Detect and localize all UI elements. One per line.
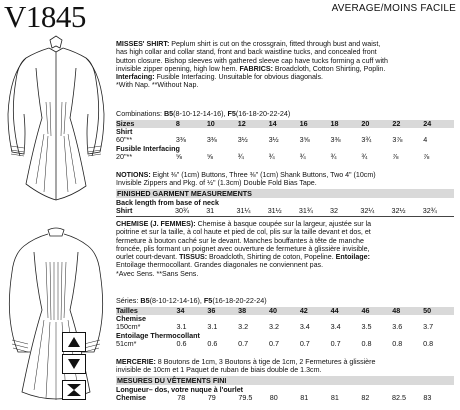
yardage-cell: ¾: [361, 151, 368, 161]
measure-cell: 31: [206, 206, 215, 215]
fr-measure-label: Chemise: [116, 393, 146, 402]
measure-cell: 31¾: [298, 206, 313, 215]
en-interfacing-label: Interfacing:: [116, 73, 155, 82]
yardage-cell: 0.7: [299, 338, 310, 348]
yardage-cell: 3⅞: [392, 135, 403, 145]
size-cell: 20: [361, 120, 392, 128]
en-fusible-width: 20"**: [116, 151, 133, 161]
size-cell: 22: [392, 120, 423, 128]
yardage-cell: 3.2: [268, 322, 279, 332]
measure-cell: 78: [177, 393, 186, 402]
measure-cell: 32: [330, 206, 339, 215]
fr-combo-f5: F5: [203, 296, 213, 305]
measure-cell: 79: [207, 393, 216, 402]
measure-cell: 30¾: [175, 206, 190, 215]
fr-tissus-label: TISSUS:: [179, 253, 208, 262]
en-combo-b5: B5: [163, 109, 174, 118]
yardage-cell: 3½: [268, 135, 279, 145]
fr-notions-line: invisible de 10cm et 1 Paquet de ruban de biais double de 1.3cm.: [116, 366, 322, 375]
size-cell: 50: [423, 307, 454, 315]
size-cell: 10: [207, 120, 238, 128]
en-nap-note: *With Nap. **Without Nap.: [116, 81, 199, 90]
yardage-cell: ¾: [268, 151, 275, 161]
yardage-cell: 3.5: [361, 322, 372, 332]
fr-measure-row: [116, 394, 454, 402]
yardage-cell: 3.2: [238, 322, 249, 332]
en-sizes-label: Sizes: [116, 120, 176, 128]
yardage-cell: 0.6: [207, 338, 218, 348]
fr-shirt-width: 150cm*: [116, 322, 141, 332]
size-cell: 42: [300, 307, 331, 315]
yardage-cell: 3½: [237, 135, 248, 145]
en-measure-label: Shirt: [116, 206, 133, 215]
size-cell: 44: [331, 307, 362, 315]
size-cell: 14: [269, 120, 300, 128]
fr-fusible-width: 51cm*: [116, 338, 137, 348]
fr-combo-f5-sizes: (16-18-20-22-24): [212, 296, 267, 305]
yardage-cell: ¾: [299, 151, 306, 161]
fr-sizes-label: Tailles: [116, 307, 177, 315]
yardage-cell: 0.7: [330, 338, 341, 348]
en-shirt-width: 60"**: [116, 135, 133, 145]
fr-entoilage-label: Entoilage:: [335, 253, 370, 262]
shirt-front-illustration: [2, 34, 110, 220]
fr-combo-b5: B5: [140, 296, 150, 305]
measure-cell: 31¼: [236, 206, 251, 215]
size-cell: 16: [300, 120, 331, 128]
yardage-cell: ⅞: [392, 151, 399, 161]
en-desc-line: Peplum shirt is cut on the crossgrain, fitted through bust and waist,: [169, 40, 381, 48]
yardage-cell: 0.6: [176, 338, 187, 348]
en-interfacing-text: Fusible Interfacing. Unsuitable for obvious diagonals.: [154, 73, 324, 82]
fr-combinations-label: Séries:: [116, 296, 141, 305]
en-fusible-label: Fusible Interfacing: [116, 143, 180, 153]
en-desc-title: MISSES' SHIRT:: [116, 40, 170, 48]
en-combo-b5-sizes: (8-10-12-14-16),: [173, 109, 228, 118]
fr-shirt-label: Chemise: [116, 314, 146, 324]
size-cell: 40: [269, 307, 300, 315]
fr-tissus-text: Broadcloth, Shirting de coton, Popeline.: [207, 253, 336, 262]
en-sizes-row: [116, 120, 454, 128]
fr-measurements-title: MESURES DU VÊTEMENTS FINI: [116, 376, 454, 385]
yardage-cell: ¾: [237, 151, 244, 161]
en-notions-label: NOTIONS:: [116, 171, 151, 179]
en-shirt-label: Shirt: [116, 127, 133, 137]
yardage-cell: ⅝: [206, 151, 213, 161]
en-desc-line: invisible zipper opening, high low hem.: [116, 64, 240, 73]
en-notions: [116, 171, 454, 188]
fr-measurements-subtitle: Longueur– dos, votre nuque à l'ourlet: [116, 386, 244, 394]
fr-notions-label: MERCERIE:: [116, 358, 156, 366]
fr-combo-b5-sizes: (8-10-12-14-16),: [149, 296, 204, 305]
measure-cell: 32¾: [422, 206, 437, 215]
yardage-cell: 3⅝: [299, 135, 310, 145]
yardage-cell: 3.4: [299, 322, 310, 332]
yardage-cell: 0.7: [238, 338, 249, 348]
yardage-cell: 0.8: [361, 338, 372, 348]
fr-desc-line: Chemise à basque coupée sur la largeur, ajustée sur la: [195, 220, 372, 228]
measure-cell: 81: [300, 393, 309, 402]
size-cell: 18: [331, 120, 362, 128]
measure-cell: 82: [361, 393, 370, 402]
en-combinations: [116, 110, 454, 118]
measure-cell: 79.5: [238, 393, 253, 402]
pattern-number: V1845: [4, 0, 86, 34]
size-cell: 36: [207, 307, 238, 315]
size-cell: 34: [177, 307, 208, 315]
size-cell: 8: [176, 120, 207, 128]
yardage-cell: ⅞: [423, 151, 430, 161]
en-combo-f5: F5: [227, 109, 236, 118]
yardage-cell: 0.7: [268, 338, 279, 348]
yardage-cell: 0.8: [423, 338, 434, 348]
en-desc-line: button closure. Bishop sleeves with gathered sleeve cap have tucks forming a cuff with: [116, 56, 388, 65]
fr-notions: [116, 358, 454, 375]
fr-yardage-table: [116, 307, 454, 348]
measure-cell: 31½: [267, 206, 282, 215]
triangle-down-icon: [62, 354, 86, 374]
en-fusible-row: [116, 153, 454, 161]
en-yardage-table: [116, 120, 454, 161]
fr-fusible-row: [116, 340, 454, 348]
measure-cell: 83: [423, 393, 432, 402]
measure-cell: 32½: [391, 206, 406, 215]
yardage-cell: ¾: [330, 151, 337, 161]
en-measure-row: [116, 207, 454, 215]
difficulty-label: AVERAGE/MOINS FACILE: [331, 3, 456, 14]
fr-nap-note: *Avec Sens. **Sans Sens.: [116, 269, 199, 278]
measure-cell: 81: [330, 393, 339, 402]
left-column: [0, 0, 112, 410]
en-fabrics-label: FABRICS:: [239, 64, 273, 73]
section-divider: [116, 216, 454, 217]
en-combo-f5-sizes: (16-18-20-22-24): [235, 109, 291, 118]
fr-combinations: [116, 297, 454, 305]
en-notions-line: Invisible Zippers and Pkg. of ½" (1.3cm) Double Fold Bias Tape.: [116, 179, 317, 188]
yardage-cell: 3.6: [392, 322, 403, 332]
yardage-cell: 3.7: [423, 322, 434, 332]
right-column: [112, 0, 456, 410]
en-measurements-table: [116, 207, 454, 215]
yardage-cell: 3⅜: [206, 135, 217, 145]
size-cell: 48: [392, 307, 423, 315]
measure-cell: 82.5: [391, 393, 406, 402]
yardage-cell: 3¾: [361, 135, 372, 145]
en-description: [116, 40, 454, 90]
size-cell: 46: [361, 307, 392, 315]
size-cell: 12: [238, 120, 269, 128]
size-cell: 24: [423, 120, 454, 128]
fr-desc-title: CHEMISE (J. FEMMES):: [116, 220, 196, 228]
en-measurements-title: FINISHED GARMENT MEASUREMENTS: [116, 189, 454, 198]
measure-cell: 80: [269, 393, 278, 402]
en-notions-line: Eight ⅜" (1cm) Buttons, Three ⅜" (1cm) Shank Buttons, Two 4" (10cm): [150, 171, 376, 179]
fr-measurements-table: [116, 394, 454, 402]
fr-desc-line: froncée, plis formant un poignet avec ouverture de fermeture à glissière invisible,: [116, 244, 370, 253]
triangle-up-icon: [62, 332, 86, 352]
fr-desc-line: ourlet court-devant.: [116, 253, 180, 262]
fr-fusible-label: Entoilage Thermocollant: [116, 330, 200, 340]
fr-sizes-row: [116, 307, 454, 315]
shirt-back-illustration: [2, 222, 110, 410]
fr-desc-line: poitrine et sur la taille, à col haute et pied de col, plis sur la taille devant et dos, et: [116, 228, 371, 237]
size-cell: 38: [238, 307, 269, 315]
yardage-cell: 0.8: [392, 338, 403, 348]
measure-cell: 32¼: [360, 206, 375, 215]
fr-entoilage-text: Entoilage thermocollant. Grandes diagonales ne conviennent pas.: [116, 261, 324, 270]
fr-notions-line: 8 Boutons de 1cm, 3 Boutons à tige de 1cm, 2 Fermetures à glissière: [155, 358, 376, 366]
yardage-cell: 3.4: [330, 322, 341, 332]
yardage-cell: 3.1: [176, 322, 187, 332]
yardage-cell: 4: [423, 135, 428, 145]
en-desc-line: has high collar and collar stand, front and back waistline tucks, and concealed front: [116, 48, 377, 57]
fr-desc-line: fermeture à bouton caché sur le devant. Manches bouffantes à tête de manche: [116, 236, 364, 245]
en-combinations-label: Combinations:: [116, 109, 164, 118]
fr-description: [116, 220, 454, 278]
yardage-cell: 3⅜: [330, 135, 341, 145]
yardage-cell: 3⅜: [175, 135, 186, 145]
en-fabrics-text: Broadcloth, Cotton Shirting, Poplin.: [272, 64, 386, 73]
yardage-cell: 3.1: [207, 322, 218, 332]
yardage-cell: ⅝: [175, 151, 182, 161]
en-measurements-subtitle: Back length from base of neck: [116, 199, 219, 207]
hourglass-icon: [62, 380, 86, 400]
